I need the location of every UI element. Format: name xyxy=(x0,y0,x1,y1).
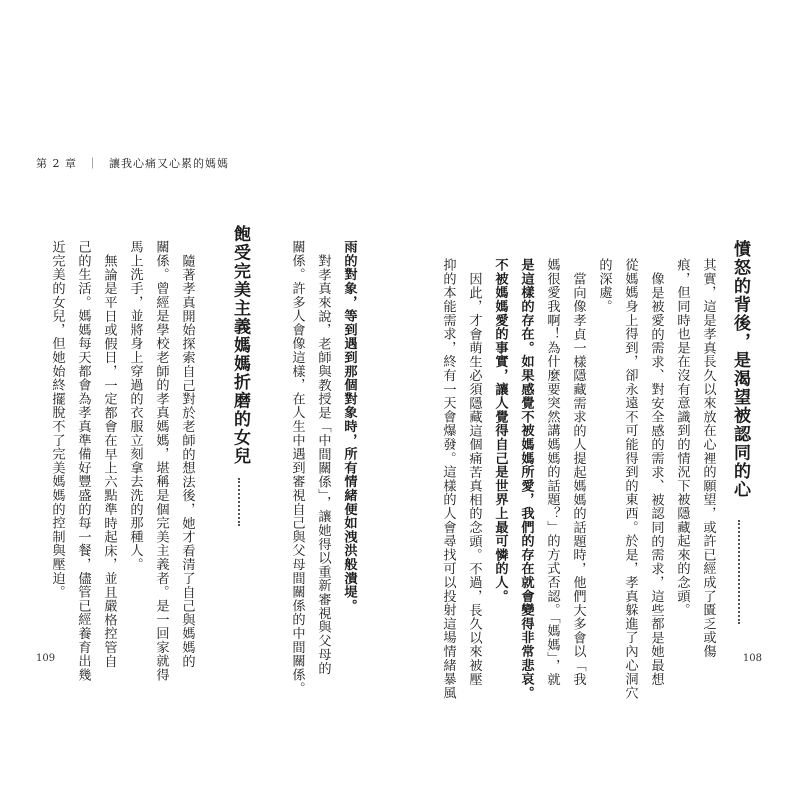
text-line: 己的生活。媽媽每天都會為孝真準備好豐盛的每一餐，儘管已經養育出幾 xyxy=(75,240,91,682)
heading-dotted-rule-left xyxy=(238,478,240,526)
text-line: 當向像孝貞一樣隱藏需求的人提起媽媽的話題時，他們大多會以「我 xyxy=(570,272,586,686)
section-heading-right: 憤怒的背後，是渴望被認同的心 xyxy=(730,240,750,499)
text-line: 從媽媽身上得到，卻永遠不可能得到的東西。於是，孝真躲進了內心洞穴 xyxy=(622,258,638,700)
text-line: 馬上洗手，並將身上穿過的衣服立刻拿去洗的那種人。 xyxy=(127,240,143,572)
text-line: 關係。許多人會像這樣，在人生中遇到審視自己與父母間關係的中間關係。 xyxy=(289,240,305,696)
text-line: 雨的對象，等到遇到那個對象時，所有情緒便如洩洪般潰堤。 xyxy=(341,240,357,613)
header-separator: ｜ xyxy=(87,157,99,170)
text-line: 對孝真來說，老師與教授是「中間關係」，讓她得以重新審視與父母的 xyxy=(315,254,331,676)
text-line: 隨著孝真開始探索自己對於老師的想法後，她才看清了自己與媽媽的 xyxy=(179,254,195,668)
chapter-label: 第 2 章 xyxy=(36,157,77,170)
text-line: 抑的本能需求，終有一天會爆發。這樣的人會尋找可以投射這場情緒暴風 xyxy=(440,258,456,700)
text-line: 無論是平日或假日，一定都會在早上六點準時起床，並且嚴格控管自 xyxy=(101,254,117,668)
text-line: 是這樣的存在。如果感覺不被媽媽所愛，我們的存在就會變得非常悲哀。 xyxy=(518,258,534,700)
text-line: 因此，才會萌生必須隱藏這個痛苦真相的念頭。不過，長久以來被壓 xyxy=(466,272,482,686)
text-line: 像是被愛的需求、對安全感的需求、被認同的需求，這些都是她最想 xyxy=(648,272,664,686)
chapter-title: 讓我心痛又心累的媽媽 xyxy=(109,157,229,170)
text-line: 不被媽媽愛的事實，讓人覺得自己是世界上最可憐的人。 xyxy=(492,258,508,603)
text-line: 其實，這是孝真長久以來放在心裡的願望，或許已經成了匱乏或傷 xyxy=(700,258,716,659)
text-line: 近完美的女兒，但她始終擺脫不了完美媽媽的控制與壓迫。 xyxy=(49,240,65,599)
text-line: 的深處。 xyxy=(596,258,612,314)
page-number-right: 108 xyxy=(742,653,762,664)
page-number-left: 109 xyxy=(36,653,56,664)
heading-dotted-rule-right xyxy=(738,520,740,624)
running-header xyxy=(36,152,229,174)
text-line: 痕，但同時也是在沒有意識到的情況下被隱藏起來的念頭。 xyxy=(674,258,690,617)
text-line: 媽很愛我啊！為什麼要突然講媽媽的話題？」的方式否認。「媽媽」，就 xyxy=(544,258,560,687)
section-heading-left: 飽受完美主義媽媽折磨的女兒 xyxy=(230,225,250,466)
text-line: 關係。曾經是學校老師的孝真媽媽，堪稱是個完美主義者。是一回家就得 xyxy=(153,240,169,682)
